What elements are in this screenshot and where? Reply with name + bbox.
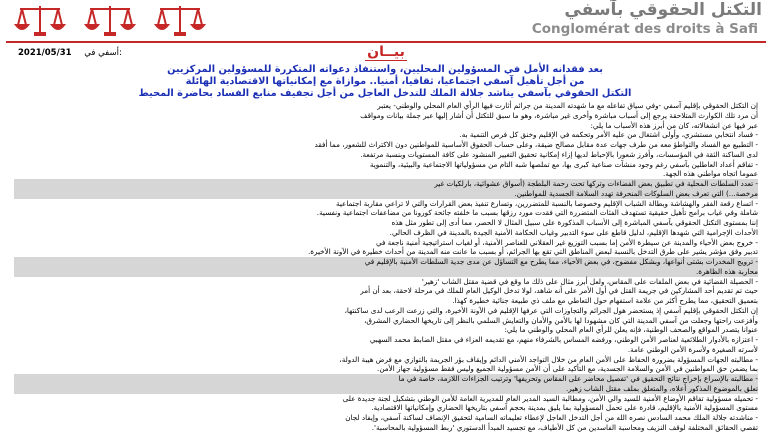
body-line: شاملة وفي غياب برامج تأهيل حقيقية تستهدف الفئات المتضررة التي فقدت مورد رزقها بسبب ما خلفته جائحة كورونا من مضاعفات اجتماعية ونفسية. — [316, 208, 758, 218]
body-line: لدى الساكنة الثقة في المؤسسات، وأفرز شعورا بالإحباط لديها إزاء إمكانية تحقيق التغيير المنشود على كافة المستويات وبنسبة مرتفعة. — [360, 149, 758, 159]
body-line: - مطالبته بالإسراع بإخراج نتائج التحقيق في 'تفصيل محاضر على المقاس وتحريفها' وترتيب الجزاءات اللازمة، خاصة في ما — [14, 374, 758, 384]
body-line: - خروج بعض الأحياء والمدينة عن سيطرة الأمن إما بسبب التوزيع غير العقلاني للعناصر الأمنية، أو لغياب استراتيجية أمنية ناجعة في — [375, 237, 758, 247]
org-name-french: Conglomérat des droits à Safi — [531, 21, 758, 37]
body-line: لأسرته الصغيرة ولأسرة الأمن الوطني عامة. — [627, 344, 758, 354]
body-line: وأفزعت راحتها وجعلت من آسفي المدينة التي كان مشهودا لها بالأمن والأمان والتعايش السلمي بالنظر إلى تاريخها الحضاري المشرق، — [364, 315, 758, 325]
body-line: عموما اتجاه مواطني هذه الجهة. — [663, 169, 758, 179]
body-line: - تفاقم أعداد العاطلين بآسفي رغم وجود منشآت صناعية كبرى بها، مع تملصها شبه التام من مسؤولياتها الاجتماعية والبيئية، والتنموية — [369, 159, 758, 169]
headline-line-1: بعد فقدانه الأمل في المسؤولين المحليين، واستنفاذ دعواته المتكررة للمسؤولين المركزيين — [167, 64, 603, 75]
org-name-arabic: التكتل الحقوقي بآسفي — [564, 0, 762, 20]
body-line: - الحصيلة القضائية في بعض الملفات على المقاس، ولعل أبرز مثال على ذلك ما وقع في قضية مقتل الشاب 'زهير' — [421, 276, 758, 286]
body-line: - ترويج المخدرات بشتى أنواعها، وبشكل مفضوح، في بعض الأحياء، مما يطرح مع التساؤل عن مدى جدية السلطات الأمنية بالإقليم في — [14, 257, 758, 267]
body-line: أن مرد تلك الكوارث المتلاحقة يرجع إلى أسباب مباشرة وأخرى غير مباشرة، وهو ما سبق للتكتل أن أشار إليها عبر جملة بيانات ومواقف — [360, 110, 758, 120]
body-line: مرخصة...) التي تعرف بعض السلوكات المنحرفة تهدد السلامة الجسدية للمواطنين. — [14, 189, 758, 199]
body-line: محاربة هذه الظاهرة. — [14, 267, 758, 277]
city-label: أسفي في: — [84, 48, 122, 58]
body-line: بتعميق التحقيق، مما يطرح أكثر من علامة استفهام حول التعاطي مع ملف ذي طبيعة جنائية خطيرة كهذا. — [452, 296, 758, 305]
body-line: تعلق بالموضوع المذكور أعلاه، والمتعلق بملف مقتل الشاب زهير. — [14, 384, 758, 394]
document-title — [0, 44, 772, 60]
body-line: - التطبيع مع الفساد والتواطؤ معه من طرف جهات عدة مقابل مصالح ضيقة، وعلى حساب الحقوق الأساسية للمواطنين دون الاكتراث للشعور، مما أفقد — [314, 140, 758, 149]
body-line: - تعدد السلطات المحلية في تطبيق بعض الفضاءات وتركها تحت رحمة البلطجة (أسواق عشوائية، بارلكيات غير — [14, 179, 758, 189]
body-line: الأحداث الإجرامية التي شهدها الإقليم، لدليل قاطع على سوء التدبير وغياب الحكامة الأمنية الجيدة بالمدينة في الظرف الحالي. — [389, 227, 758, 237]
headline-line-2: من أجل تأهيل آسفي اجتماعيا، ثقافيا، أمنيا.. موازاة مع إمكانياتها الاقتصادية الهائلة — [185, 76, 585, 87]
body-line: بما يضمن حق المواطنين في الأمن والسلامة الجسدية، مع التأكيد على أن الأمن مسؤولية الجميع وليس فقط مسؤولية جهاز الأمن. — [377, 364, 758, 374]
body-line: - فساد انتخابي مستشري، وأولى اشتغال من عليه الأمر وتحكمه في الإقليم وخنق كل فرص التنمية به. — [459, 130, 758, 140]
body-line: تدبير وفق مؤشر يشير على طرق التدخل بالنسبة لبعض المناطق التي تقع بها الجرائم، أو بسبب ما عانت منه المدينة من أحداث خطيرة في الآونة الأخيرة. — [308, 247, 758, 257]
letterhead — [0, 0, 772, 40]
date-value: 2021/05/31 — [18, 48, 72, 58]
scales-of-justice-logo — [8, 3, 213, 39]
body-line: إننا بمستوى التكتل الحقوقي بآسفي المباشرة إلى الأسباب المذكورة على سبيل المثال لا الحصر، مما أدى إلى تطور مثل هذه — [391, 218, 758, 227]
body-line: تقصي الحقائق المختلفة لوقف النزيف ومحاسبة الفاسدين من كل الأطياف، مع تجسيد المبدأ الدستوري 'ربط المسؤولية بالمحاسبة'. — [371, 422, 758, 432]
body-line: إن التكتل الحقوقي بإقليم آسفي -وفي سياق تفاعله مع ما شهدته المدينة من جرائم أثارت فيها الرأي العام المحلي والوطني- يعتبر — [377, 101, 758, 110]
headline-line-3: التكتل الحقوقي بآسفي يناشد جلالة الملك للتدخل العاجل من أجل تجفيف منابع الفساد بحاضرة المحيط — [138, 88, 632, 99]
title-text: بيــان — [367, 44, 405, 60]
body-line: حيث تم تقديم أحد المشاركين في جريمة القتل في أول الأمر على أنه شاهد، لولا تدخل الوكيل العام للملك في مرحلة لاحقة، بعد أن أمر — [360, 286, 758, 296]
statement-body — [14, 101, 758, 433]
body-line: إن التكتل الحقوقي بإقليم آسفي إذ يستحضر هول الجرائم والتجاوزات التي عرفها الإقليم في الآونة الأخيرة، والتي زرعت الرعب لدى ساكنتها، — [344, 305, 758, 315]
body-line: - تحميله مسؤولية تفاقم الأوضاع الأمنية للسيد والي الأمن، ومطالبة السيد المدير العام للمديرية العامة للأمن الوطني بتشكيل لجنة جديدة على — [342, 393, 758, 403]
body-line: عبر فيها عن انشغالاته، كان من أبرز هذه الأسباب ما يلي: — [590, 120, 758, 130]
body-line: - اتساع رقعة الفقر والهشاشة وبطالة الشباب الإقليم وخصوصا بالنسبة للمتضررين، وتسارع تنفيذ بعض القرارات والتي لا تراعي مقاربة اجتماعية — [336, 198, 758, 208]
body-line: مستوى المسؤولية الأمنية بالإقليم، قادرة على تحمل المسؤولية بما يليق بمدينة بحجم آسفي بتاريخها الحضاري وإمكانياتها الاقتصادية. — [371, 403, 758, 413]
body-line: عنوانا يتصدر المواقع والصحف الوطنية، فإنه يعلن للرأي العام المحلي والوطني ما يلي: — [504, 325, 758, 335]
body-line: - مطالبته الجهات المسؤولة بضرورة الحفاظ على الأمن العام من خلال التواجد الأمني الدائم وإيقاف بؤر الجريمة بالتوازي مع فرض هيبة الدولة، — [339, 354, 758, 364]
body-line: - مناشدته جلالة الملك محمد السادس نصره الله من أجل التدخل العاجل لإعطاء تعليماته السامية لتحقيق الإنصاف لساكنة آسفي، وإيفاد لجان — [345, 413, 758, 422]
body-line: - اعتزازه بالأدوار الطلائعية لعناصر الأمن الوطني، ورفضه المساس بالشرفاء منهم، مع تقديمه العزاء في مقتل الضابط محمد السهبي — [369, 335, 758, 344]
header-divider — [6, 41, 766, 43]
